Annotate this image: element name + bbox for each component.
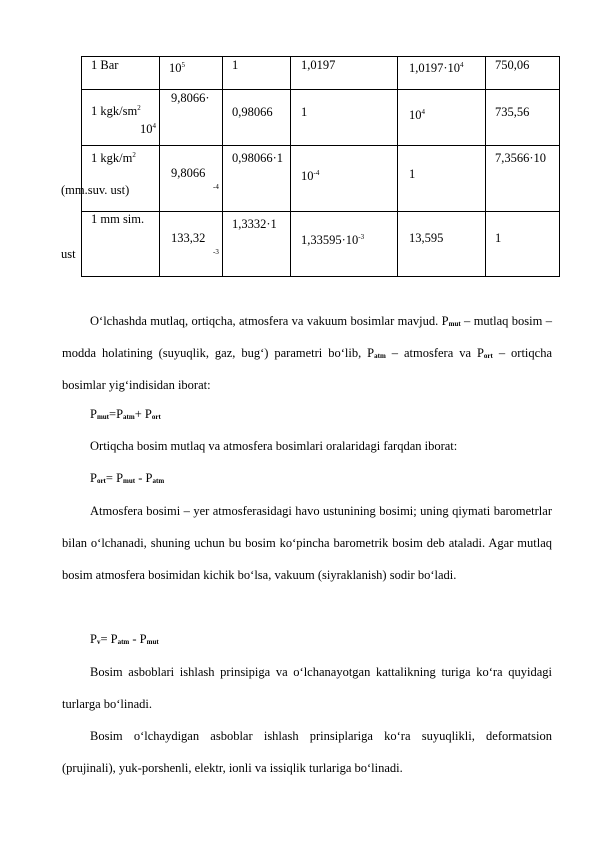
table-cell: 1 (495, 231, 502, 245)
table-cell: 750,06 (495, 58, 530, 72)
table-cell: 9,8066 (171, 166, 206, 180)
table-cell-unit: 1 mm sim. (91, 212, 145, 226)
table-cell: 735,56 (495, 105, 530, 119)
table-border (290, 57, 291, 277)
table-cell-exponent: -3 (213, 248, 219, 256)
paragraph-instrument-classification: Bosim asboblari ishlash prinsipiga va o‘lchanayotgan kattalikning turiga ko‘ra quyidagi turlarga bo‘linadi. (62, 665, 552, 711)
table-cell: 13,595 (409, 231, 444, 245)
units-conversion-table (0, 0, 595, 280)
paragraph-pressure-types: O‘lchashda mutlaq, ortiqcha, atmosfera va vakuum bosimlar mavjud. $P_{mut}$ – mutlaq bosim – modda holatining (suyuqlik, gaz, bug‘) parametri bo‘lib, $P_{atm}$ – atmosfera va $P_{ort}$ – ortiqcha bosimlar yig‘indisidan iborat: (62, 314, 552, 392)
table-border (81, 145, 560, 146)
table-cell-unit: 1 kgk/$sm^2$ (91, 104, 141, 118)
table-cell: 133,32 (171, 231, 206, 245)
table-cell: $10^5$ (169, 61, 185, 75)
equation-vacuum: $P_v= P_{atm} - P_{mut}$ (90, 632, 159, 646)
table-cell: 1 (232, 58, 239, 72)
table-border (159, 57, 160, 277)
table-cell: $10^{-4}$ (301, 169, 320, 183)
table-border (81, 56, 560, 57)
table-border (81, 276, 560, 277)
paragraph-atmospheric-pressure: Atmosfera bosimi – yer atmosferasidagi havo ustunining bosimi; uning qiymati barometrlar bilan o‘lchanadi, shuning uchun bu bosim ko‘pincha barometrik bosim deb ataladi. Agar mutlaq bosim atmosfera bosimidan kichik bo‘lsa, vakuum (siyraklanish) sodir bo‘ladi. (62, 504, 552, 582)
table-border (397, 57, 398, 277)
paragraph-instrument-types: Bosim o‘lchaydigan asboblar ishlash prinsiplariga ko‘ra suyuqlikli, deformatsion (prujinali), yuk-porshenli, elektr, ionli va issiqlik turlariga bo‘linadi. (62, 729, 552, 775)
table-border (559, 57, 560, 277)
table-cell: 1 (409, 167, 416, 181)
equation-gauge-pressure: $P_{ort}= P_{mut} - P_{atm}$ (90, 471, 165, 485)
table-border (222, 57, 223, 277)
table-cell: 1,0197 (301, 58, 336, 72)
table-cell-unit: 1 kgk/$m^2$ (91, 151, 136, 165)
table-cell-unit: ust (61, 247, 76, 261)
table-border (81, 211, 560, 212)
table-cell: $10^4$ (409, 108, 425, 122)
table-cell-unit: (mm.suv. ust) (61, 183, 130, 197)
table-cell: 0,98066·1 (232, 151, 284, 165)
equation-absolute-pressure: $P_{mut}=P_{atm}+ P_{ort}$ (90, 407, 161, 421)
table-cell-exponent: -4 (213, 183, 219, 191)
table-cell: $1,33595\cdot 10^{-3}$ (301, 233, 365, 247)
table-cell-unit: $10^4$ (140, 122, 156, 136)
table-cell: 0,98066 (232, 105, 273, 119)
table-border (485, 57, 486, 277)
table-cell: $1,0197\cdot 10^4$ (409, 61, 464, 75)
table-border (81, 89, 560, 90)
table-cell: 1,3332·1 (232, 217, 277, 231)
table-border (81, 57, 82, 277)
table-cell: 9,8066· (171, 91, 210, 105)
table-cell: 7,3566·10 (495, 151, 547, 165)
table-cell-unit: 1 Bar (91, 58, 119, 72)
paragraph-gauge-pressure: Ortiqcha bosim mutlaq va atmosfera bosimlari oralaridagi farqdan iborat: (90, 439, 458, 453)
table-cell: 1 (301, 105, 308, 119)
